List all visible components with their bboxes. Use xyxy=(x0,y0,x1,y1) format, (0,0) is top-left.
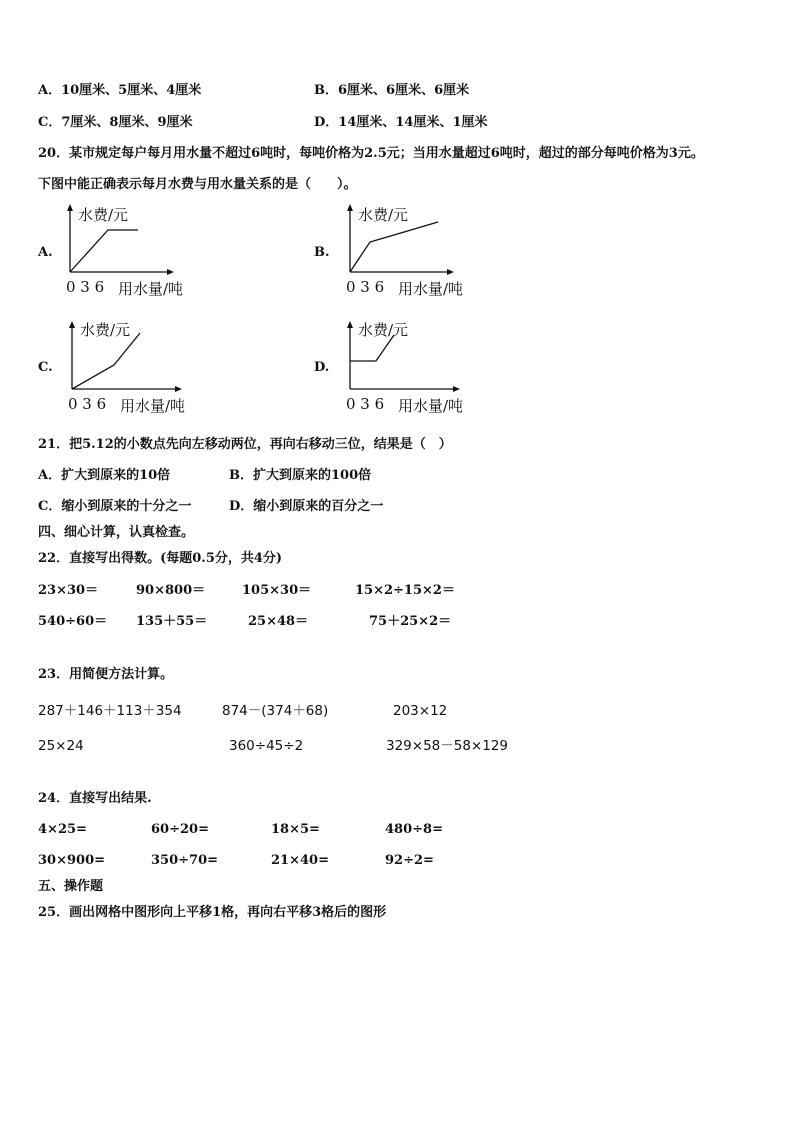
y-axis-arrow-icon xyxy=(347,321,353,328)
q22-item-6: 135＋55＝ xyxy=(136,614,208,629)
q23-item-3: 203×12 xyxy=(393,703,448,719)
section-4-heading: 四、细心计算，认真检查。 xyxy=(38,525,195,540)
q23-item-1: 287＋146＋113＋354 xyxy=(38,703,182,719)
q23-item-6: 329×58－58×129 xyxy=(386,738,509,754)
q20-graph-c-label: C. xyxy=(38,360,53,375)
x-tick-labels: 0 3 6 xyxy=(346,278,385,296)
y-axis-label: 水费/元 xyxy=(358,321,409,339)
graph-line xyxy=(72,333,140,389)
q24-item-2: 60÷20= xyxy=(151,822,209,837)
x-axis-arrow-icon xyxy=(453,386,460,392)
q20-graph-d xyxy=(338,313,498,417)
q24-item-8: 92÷2= xyxy=(385,853,434,868)
q23-item-4: 25×24 xyxy=(38,738,84,754)
q23-item-5: 360÷45÷2 xyxy=(229,738,304,754)
q22-item-2: 90×800＝ xyxy=(136,583,206,598)
x-axis-arrow-icon xyxy=(175,386,182,392)
q22-item-5: 540÷60＝ xyxy=(38,614,108,629)
q22-item-3: 105×30＝ xyxy=(242,583,312,598)
x-axis-label: 用水量/吨 xyxy=(120,397,186,415)
q24-item-6: 350÷70= xyxy=(151,853,219,868)
q21-option-d: D．缩小到原来的百分之一 xyxy=(229,499,384,514)
q20-graph-a xyxy=(58,200,218,300)
q23-stem: 23．用简便方法计算。 xyxy=(38,667,174,682)
y-axis-label: 水费/元 xyxy=(80,321,131,339)
q24-item-7: 21×40= xyxy=(271,853,329,868)
q19-option-a: A．10厘米、5厘米、4厘米 xyxy=(38,83,202,98)
q20-graph-b xyxy=(338,200,498,300)
q22-item-7: 25×48＝ xyxy=(248,614,309,629)
q25-stem: 25．画出网格中图形向上平移1格，再向右平移3格后的图形 xyxy=(38,905,387,920)
q21-stem: 21．把5.12的小数点先向左移动两位，再向右移动三位，结果是（ ） xyxy=(38,437,452,452)
q24-stem: 24．直接写出结果. xyxy=(38,791,152,806)
q22-item-8: 75＋25×2＝ xyxy=(369,614,452,629)
q20-stem-line2: 下图中能正确表示每月水费与用水量关系的是（ ）。 xyxy=(38,177,357,192)
q21-option-b: B．扩大到原来的100倍 xyxy=(229,468,372,483)
y-axis-label: 水费/元 xyxy=(78,206,129,224)
graph-line xyxy=(350,222,438,272)
y-axis-label: 水费/元 xyxy=(358,206,409,224)
q19-option-d: D．14厘米、14厘米、1厘米 xyxy=(314,115,488,130)
q19-option-b: B．6厘米、6厘米、6厘米 xyxy=(314,83,470,98)
q20-graph-a-label: A. xyxy=(38,245,53,260)
q23-item-2: 874－(374＋68) xyxy=(222,703,329,719)
q22-item-1: 23×30＝ xyxy=(38,583,99,598)
q22-item-4: 15×2÷15×2＝ xyxy=(355,583,455,598)
section-5-heading: 五、操作题 xyxy=(38,879,104,894)
x-axis-label: 用水量/吨 xyxy=(398,397,464,415)
x-axis-label: 用水量/吨 xyxy=(118,280,184,298)
x-tick-labels: 0 3 6 xyxy=(68,395,107,413)
x-axis-arrow-icon xyxy=(167,269,174,275)
graph-line xyxy=(70,230,138,272)
y-axis-arrow-icon xyxy=(67,204,73,211)
y-axis-arrow-icon xyxy=(347,204,353,211)
q24-item-4: 480÷8= xyxy=(385,822,443,837)
q20-graph-d-label: D. xyxy=(314,360,330,375)
q22-stem: 22．直接写出得数。(每题0.5分，共4分) xyxy=(38,551,283,566)
q20-graph-c xyxy=(60,313,220,417)
x-axis-arrow-icon xyxy=(447,269,454,275)
q19-option-c: C．7厘米、8厘米、9厘米 xyxy=(38,115,193,130)
y-axis-arrow-icon xyxy=(69,321,75,328)
x-tick-labels: 0 3 6 xyxy=(346,395,385,413)
q21-option-c: C．缩小到原来的十分之一 xyxy=(38,499,192,514)
x-axis-label: 用水量/吨 xyxy=(398,280,464,298)
q21-option-a: A．扩大到原来的10倍 xyxy=(38,468,171,483)
q24-item-1: 4×25= xyxy=(38,822,87,837)
x-tick-labels: 0 3 6 xyxy=(66,278,105,296)
q20-stem-line1: 20．某市规定每户每月用水量不超过6吨时，每吨价格为2.5元；当用水量超过6吨时，超过的部分每吨价格为3元。 xyxy=(38,146,704,161)
q20-graph-b-label: B. xyxy=(314,245,330,260)
q24-item-3: 18×5= xyxy=(271,822,320,837)
q24-item-5: 30×900= xyxy=(38,853,106,868)
